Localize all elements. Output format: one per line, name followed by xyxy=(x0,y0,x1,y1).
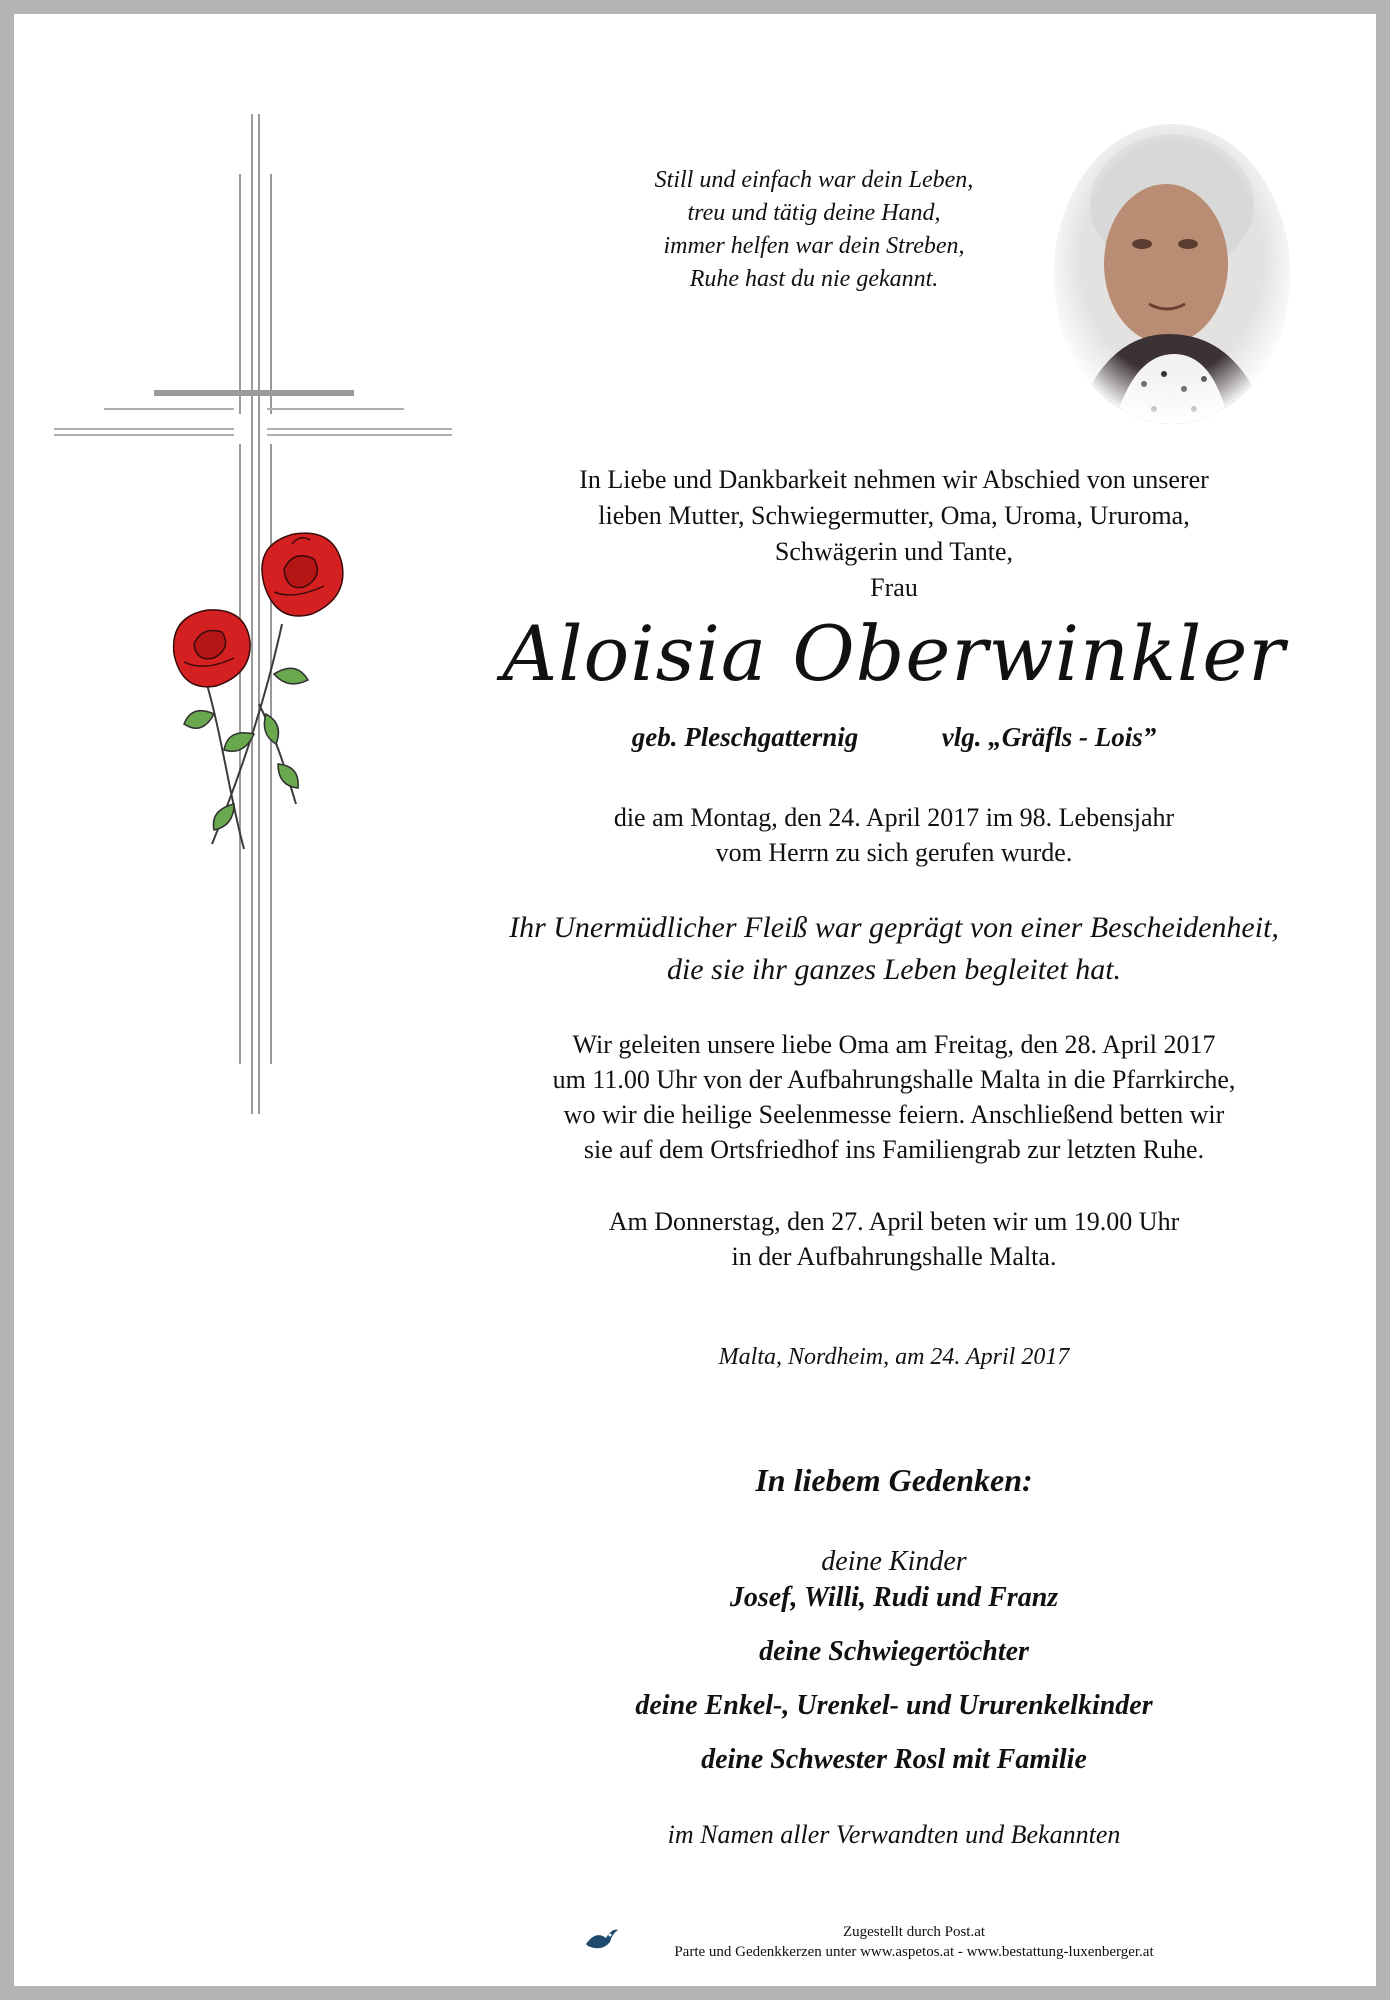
poem-line: Still und einfach war dein Leben, xyxy=(654,167,974,193)
birth-name-line xyxy=(444,722,1344,753)
funeral-line: sie auf dem Ortsfriedhof ins Familiengrab zur letzten Ruhe. xyxy=(583,1135,1205,1164)
closing-line: im Namen aller Verwandten und Bekannten xyxy=(667,1820,1121,1849)
prayer-line: Am Donnerstag, den 27. April beten wir um 19.00 Uhr xyxy=(608,1207,1180,1236)
death-notice xyxy=(444,800,1344,870)
intro-line: Schwägerin und Tante, xyxy=(774,537,1014,566)
virtue-line: Ihr Unermüdlicher Fleiß war geprägt von einer Bescheidenheit, xyxy=(509,911,1279,944)
intro-text xyxy=(444,462,1344,606)
deceased-name: Aloisia Oberwinkler xyxy=(502,609,1286,698)
footer-links[interactable]: Parte und Gedenkkerzen unter www.aspetos.at - www.bestattung-luxenberger.at xyxy=(674,1944,1154,1960)
virtue-text xyxy=(414,907,1374,991)
grandchildren: deine Enkel-, Urenkel- und Ururenkelkinder xyxy=(635,1690,1153,1721)
portrait-photo xyxy=(1054,124,1290,424)
delivery-footer xyxy=(574,1922,1254,1962)
rose-icon xyxy=(262,533,343,616)
funeral-details xyxy=(414,1027,1374,1167)
poem xyxy=(534,164,1094,296)
delivered-by: Zugestellt durch Post.at xyxy=(842,1924,986,1940)
sister: deine Schwester Rosl mit Familie xyxy=(701,1744,1087,1775)
prayer-details xyxy=(444,1204,1344,1274)
poem-line: Ruhe hast du nie gekannt. xyxy=(689,266,939,292)
intro-line: lieben Mutter, Schwiegermutter, Oma, Uroma, Ururoma, xyxy=(598,501,1190,530)
poem-line: treu und tätig deine Hand, xyxy=(687,200,941,226)
house-name: vlg. „Gräfls - Lois” xyxy=(941,722,1157,752)
prayer-line: in der Aufbahrungshalle Malta. xyxy=(731,1242,1057,1271)
cross-with-roses-illustration xyxy=(34,114,454,1144)
memory-heading: In liebem Gedenken: xyxy=(755,1462,1033,1498)
funeral-line: um 11.00 Uhr von der Aufbahrungshalle Malta in die Pfarrkirche, xyxy=(552,1065,1236,1094)
death-line: vom Herrn zu sich gerufen wurde. xyxy=(715,838,1073,867)
death-line: die am Montag, den 24. April 2017 im 98. Lebensjahr xyxy=(613,803,1175,832)
daughters-in-law: deine Schwiegertöchter xyxy=(759,1636,1029,1667)
intro-line: Frau xyxy=(870,573,918,602)
intro-line: In Liebe und Dankbarkeit nehmen wir Abschied von unserer xyxy=(579,465,1209,494)
birth-name: geb. Pleschgatternig xyxy=(631,722,859,752)
obituary-sheet xyxy=(14,14,1376,1986)
poem-line: immer helfen war dein Streben, xyxy=(663,233,965,259)
funeral-line: Wir geleiten unsere liebe Oma am Freitag, den 28. April 2017 xyxy=(572,1030,1216,1059)
funeral-line: wo wir die heilige Seelenmesse feiern. Anschließend betten wir xyxy=(563,1100,1225,1129)
children-names: Josef, Willi, Rudi und Franz xyxy=(729,1582,1059,1613)
virtue-line: die sie ihr ganzes Leben begleitet hat. xyxy=(666,953,1122,986)
children-intro: deine Kinder xyxy=(821,1546,967,1577)
place-date: Malta, Nordheim, am 24. April 2017 xyxy=(718,1344,1070,1370)
rose-icon xyxy=(174,610,250,687)
